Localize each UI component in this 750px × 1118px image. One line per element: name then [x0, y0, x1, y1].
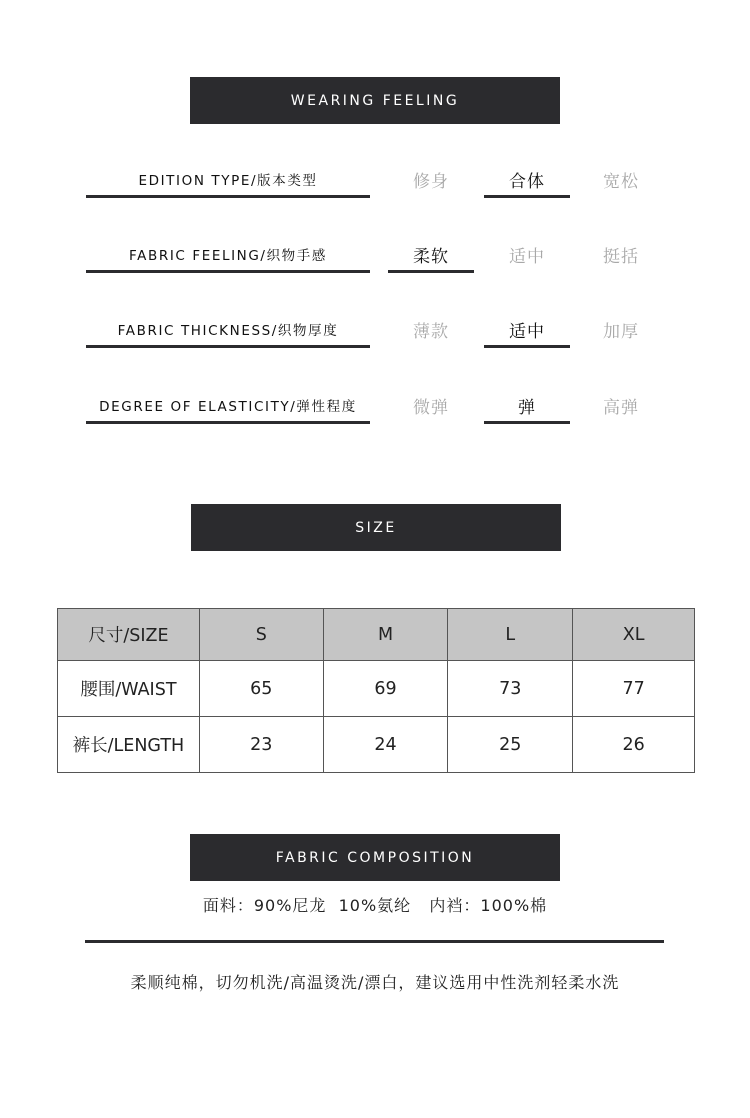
feel-label: DEGREE OF ELASTICITY/弹性程度: [99, 399, 357, 415]
option-slight-stretch: 微弹: [413, 398, 449, 418]
table-cell: 77: [573, 661, 695, 717]
option-medium: 适中: [509, 322, 545, 342]
feel-label-underline: [86, 270, 370, 273]
table-cell: 裤长/LENGTH: [58, 717, 200, 773]
feel-label: FABRIC THICKNESS/织物厚度: [117, 323, 339, 339]
option-regular: 合体: [509, 172, 545, 192]
feel-row-edition-type: [0, 170, 750, 230]
table-header-cell: S: [199, 609, 323, 661]
selected-underline: [388, 270, 474, 273]
composition-divider: [85, 940, 664, 943]
option-fitted: 修身: [413, 172, 449, 192]
option-stiff: 挺括: [603, 247, 639, 267]
table-header-row: [58, 609, 695, 661]
table-header-cell: 尺寸/SIZE: [58, 609, 200, 661]
care-instructions: 柔顺纯棉，切勿机洗/高温烫洗/漂白，建议选用中性洗剂轻柔水洗: [130, 973, 620, 992]
option-thin: 薄款: [413, 322, 449, 342]
table-row: [58, 717, 695, 773]
table-cell: 65: [199, 661, 323, 717]
table-cell: 24: [323, 717, 448, 773]
table-cell: 腰围/WAIST: [58, 661, 200, 717]
size-table: [57, 608, 695, 773]
option-soft: 柔软: [413, 247, 449, 267]
selected-underline: [484, 421, 570, 424]
wearing-feeling-banner: [190, 77, 560, 124]
feel-label: FABRIC FEELING/织物手感: [129, 248, 327, 264]
table-cell: 25: [448, 717, 573, 773]
table-header-cell: XL: [573, 609, 695, 661]
selected-underline: [484, 345, 570, 348]
fabric-composition-text: 面料：90%尼龙 10%氨纶 内裆：100%棉: [202, 896, 548, 915]
size-banner: [191, 504, 561, 551]
fabric-composition-title: FABRIC COMPOSITION: [275, 849, 475, 866]
table-cell: 73: [448, 661, 573, 717]
feel-row-fabric-thickness: [0, 320, 750, 380]
option-thick: 加厚: [603, 322, 639, 342]
table-row: [58, 661, 695, 717]
feel-row-elasticity: [0, 396, 750, 456]
feel-label-underline: [86, 421, 370, 424]
table-header-cell: M: [323, 609, 448, 661]
table-cell: 69: [323, 661, 448, 717]
fabric-composition-banner: [190, 834, 560, 881]
option-high-stretch: 高弹: [603, 398, 639, 418]
option-stretch: 弹: [518, 398, 536, 418]
feel-label-underline: [86, 345, 370, 348]
table-cell: 23: [199, 717, 323, 773]
feel-label: EDITION TYPE/版本类型: [138, 173, 318, 189]
feel-label-underline: [86, 195, 370, 198]
size-title: SIZE: [355, 519, 397, 536]
selected-underline: [484, 195, 570, 198]
table-header-cell: L: [448, 609, 573, 661]
option-moderate: 适中: [509, 247, 545, 267]
feel-row-fabric-feeling: [0, 245, 750, 305]
option-loose: 宽松: [603, 172, 639, 192]
wearing-feeling-title: WEARING FEELING: [290, 92, 460, 109]
table-cell: 26: [573, 717, 695, 773]
